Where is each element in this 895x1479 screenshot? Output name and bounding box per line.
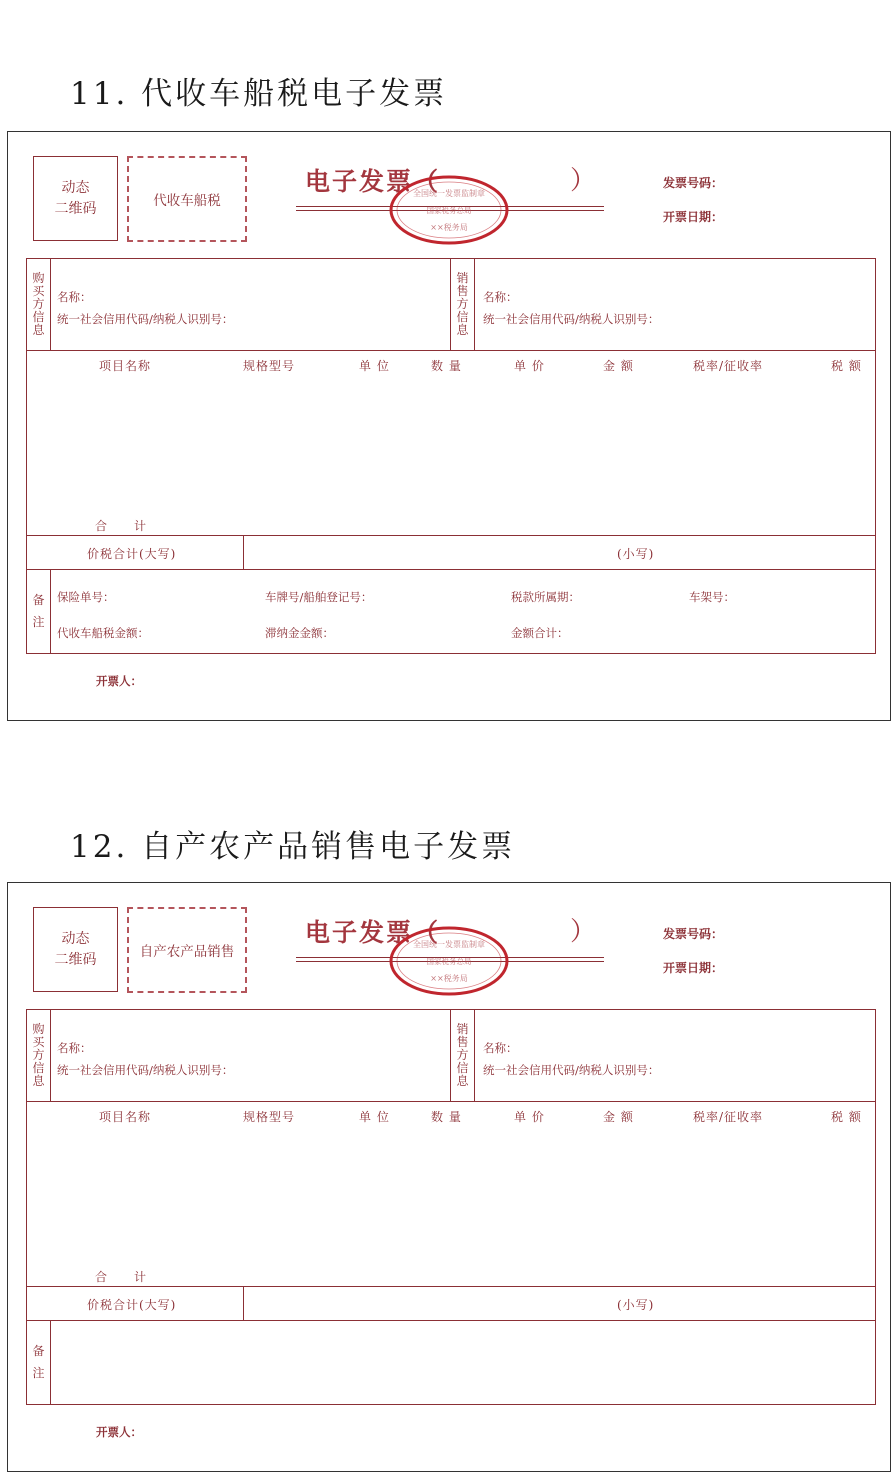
buyer-tax-id-label: 统一社会信用代码/纳税人识别号： [57, 312, 234, 326]
seller-info [451, 1010, 875, 1102]
buyer-name-label: 名称： [57, 1041, 92, 1055]
dynamic-qr-code: 动态 二维码 [33, 907, 118, 992]
seller-label: 销售方信息 [451, 259, 475, 350]
col-tax-rate: 税率/征收率 [693, 359, 764, 373]
title-close-paren: ） [570, 166, 597, 196]
plate-no-label: 车牌号/船舶登记号： [265, 590, 373, 604]
divider [243, 1286, 244, 1320]
supervision-stamp [388, 925, 510, 997]
col-qty: 数 量 [431, 359, 462, 373]
insurance-no-label: 保险单号： [57, 590, 115, 604]
seller-tax-id-label: 统一社会信用代码/纳税人识别号： [483, 312, 660, 326]
drawer-label: 开票人： [96, 1425, 142, 1439]
invoice-type-box: 自产农产品销售 [127, 907, 247, 993]
invoice-table [26, 1009, 876, 1405]
amount-sum-label: 金额合计： [511, 626, 569, 640]
seller-tax-id-label: 统一社会信用代码/纳税人识别号： [483, 1063, 660, 1077]
col-item-name: 项目名称 [99, 359, 152, 373]
col-spec: 规格型号 [243, 1110, 296, 1124]
col-amount: 金 额 [603, 359, 634, 373]
section-title-vehicle-tax: 11. 代收车船税电子发票 [70, 76, 448, 112]
total-label: 合 计 [95, 519, 148, 533]
stamp-bottom-text: ××税务局 [430, 974, 468, 983]
buyer-info [27, 259, 451, 351]
stamp-mid-text: 国家税务总局 [426, 206, 472, 215]
lowercase-label: (小写) [617, 547, 655, 561]
remarks-label: 备注 [27, 1320, 51, 1404]
dynamic-qr-code: 动态 二维码 [33, 156, 118, 241]
late-fee-label: 滞纳金金额： [265, 626, 334, 640]
col-tax: 税 额 [831, 359, 862, 373]
invoice-vehicle-tax [7, 131, 891, 721]
invoice-number-label: 发票号码： [663, 927, 724, 941]
col-amount: 金 额 [603, 1110, 634, 1124]
divider [27, 1320, 875, 1321]
seller-label: 销售方信息 [451, 1010, 475, 1101]
tax-period-label: 税款所属期： [511, 590, 580, 604]
total-amount-label: 价税合计(大写) [87, 1298, 177, 1312]
frame-no-label: 车架号： [689, 590, 735, 604]
stamp-top-text: 全国统一发票监制章 [413, 940, 485, 949]
total-amount-label: 价税合计(大写) [87, 547, 177, 561]
invoice-farm-products [7, 882, 891, 1472]
issue-date-label: 开票日期： [663, 961, 724, 975]
vvtax-amount-label: 代收车船税金额： [57, 626, 149, 640]
col-tax: 税 额 [831, 1110, 862, 1124]
issue-date-label: 开票日期： [663, 210, 724, 224]
title-close-paren: ） [570, 917, 597, 947]
col-price: 单 价 [514, 1110, 545, 1124]
col-unit: 单 位 [359, 359, 390, 373]
drawer-label: 开票人： [96, 674, 142, 688]
col-qty: 数 量 [431, 1110, 462, 1124]
total-label: 合 计 [95, 1270, 148, 1284]
buyer-name-label: 名称： [57, 290, 92, 304]
invoice-type-box: 代收车船税 [127, 156, 247, 242]
col-spec: 规格型号 [243, 359, 296, 373]
section-title-farm-products: 12. 自产农产品销售电子发票 [70, 829, 516, 865]
stamp-top-text: 全国统一发票监制章 [413, 189, 485, 198]
divider [243, 535, 244, 569]
remarks-label: 备注 [27, 569, 51, 653]
seller-info [451, 259, 875, 351]
col-item-name: 项目名称 [99, 1110, 152, 1124]
invoice-title: 电子发票（ [305, 167, 441, 196]
seller-name-label: 名称： [483, 1041, 518, 1055]
seller-name-label: 名称： [483, 290, 518, 304]
stamp-mid-text: 国家税务总局 [426, 957, 472, 966]
invoice-table [26, 258, 876, 654]
col-tax-rate: 税率/征收率 [693, 1110, 764, 1124]
supervision-stamp [388, 174, 510, 246]
divider [27, 569, 875, 570]
invoice-title: 电子发票（ [305, 918, 441, 947]
col-price: 单 价 [514, 359, 545, 373]
col-unit: 单 位 [359, 1110, 390, 1124]
buyer-label: 购买方信息 [27, 259, 51, 350]
divider [27, 535, 875, 536]
buyer-info [27, 1010, 451, 1102]
lowercase-label: (小写) [617, 1298, 655, 1312]
buyer-tax-id-label: 统一社会信用代码/纳税人识别号： [57, 1063, 234, 1077]
invoice-number-label: 发票号码： [663, 176, 724, 190]
buyer-label: 购买方信息 [27, 1010, 51, 1101]
divider [27, 1286, 875, 1287]
stamp-bottom-text: ××税务局 [430, 223, 468, 232]
